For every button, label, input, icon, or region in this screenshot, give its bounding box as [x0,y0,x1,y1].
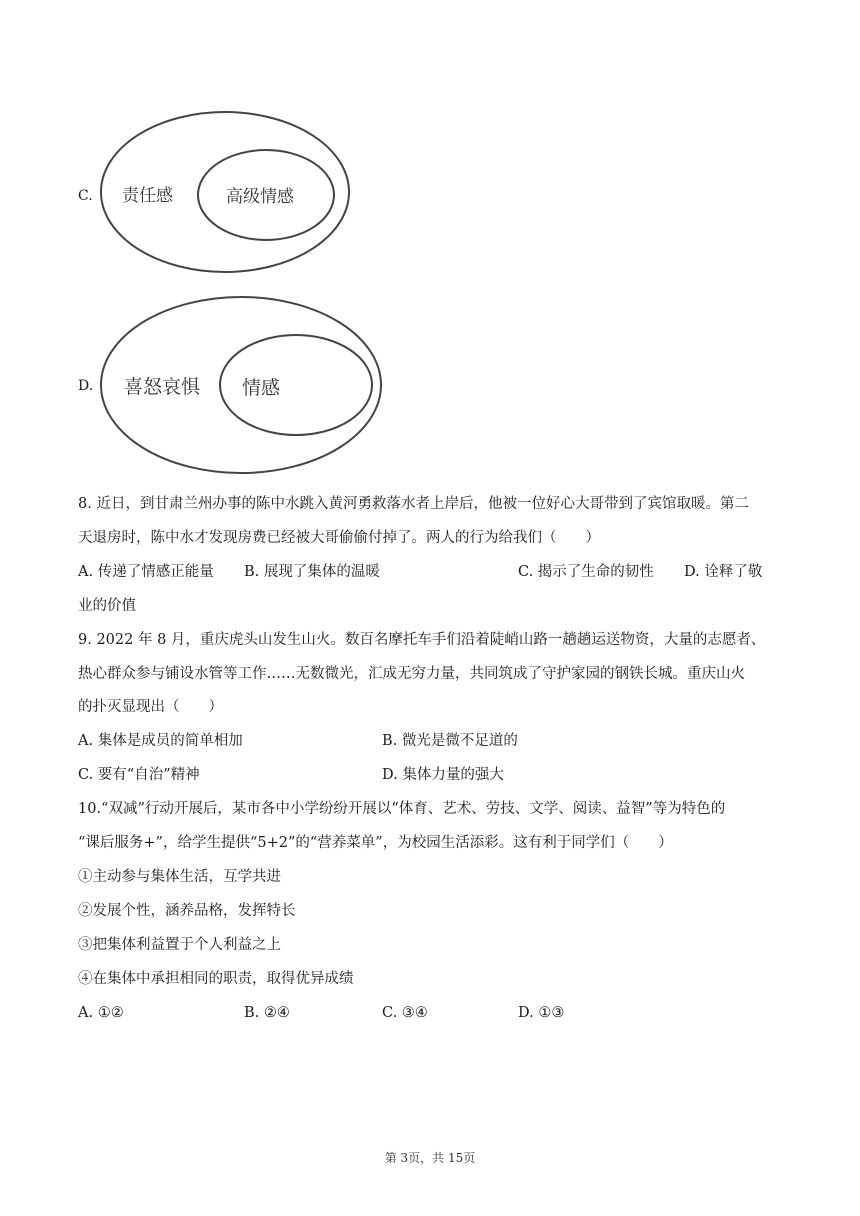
q10-option-c[interactable]: C. ③④ [382,1005,428,1021]
q9-stem-line-2: 热心群众参与铺设水管等工作……无数微光，汇成无穷力量，共同筑成了守护家园的钢铁长城。重庆山火 [78,666,745,682]
q10-statement-4: ④在集体中承担相同的职责，取得优异成绩 [78,971,354,987]
q10-statement-1: ①主动参与集体生活，互学共进 [78,869,281,885]
q10-stem-line-2: “课后服务+”，给学生提供“5+2”的“营养菜单”，为校园生活添彩。这有利于同学们（ ） [78,835,673,851]
q10-stem-line-1: 10.“双减”行动开展后，某市各中小学纷纷开展以“体育、艺术、劳技、文学、阅读、益智”等为特色的 [78,801,726,817]
q8-stem-line-2: 天退房时，陈中水才发现房费已经被大哥偷偷付掉了。两人的行为给我们（ ） [78,530,600,546]
venn-diagram-c [96,108,356,278]
inner-label-d: 情感 [242,377,281,399]
option-d-label: D. [78,378,94,394]
q10-option-a[interactable]: A. ①② [78,1005,124,1021]
q9-option-c[interactable]: C. 要有“自治”精神 [78,767,200,783]
q8-option-d-continuation: 业的价值 [78,598,136,614]
q9-option-b[interactable]: B. 微光是微不足道的 [382,733,518,749]
q10-option-d[interactable]: D. ①③ [518,1005,565,1021]
outer-label-c: 责任感 [122,186,173,206]
q9-stem-line-1: 9. 2022 年 8 月，重庆虎头山发生山火。数百名摩托车手们沿着陡峭山路一趟趟运送物资，大量的志愿者、 [78,632,766,648]
page-number-footer: 第 3页，共 15页 [384,1151,476,1165]
inner-label-c: 高级情感 [226,187,294,207]
q8-option-d[interactable]: D. 诠释了敬 [684,564,763,580]
outer-label-d: 喜怒哀惧 [124,376,201,398]
venn-diagram-d [96,292,392,478]
option-c-label: C. [78,188,93,204]
q8-option-c[interactable]: C. 揭示了生命的韧性 [518,564,654,580]
q8-stem-line-1: 8. 近日，到甘肃兰州办事的陈中水跳入黄河勇救落水者上岸后，他被一位好心大哥带到了宾馆取暖。第二 [78,496,749,512]
q9-option-d[interactable]: D. 集体力量的强大 [382,767,504,783]
q8-option-a[interactable]: A. 传递了情感正能量 [78,564,214,580]
q10-statement-3: ③把集体利益置于个人利益之上 [78,937,281,953]
q10-option-b[interactable]: B. ②④ [244,1005,290,1021]
q9-stem-line-3: 的扑灭显现出（ ） [78,699,223,715]
q8-option-b[interactable]: B. 展现了集体的温暖 [244,564,380,580]
q9-option-a[interactable]: A. 集体是成员的简单相加 [78,733,243,749]
q10-statement-2: ②发展个性，涵养品格，发挥特长 [78,903,296,919]
